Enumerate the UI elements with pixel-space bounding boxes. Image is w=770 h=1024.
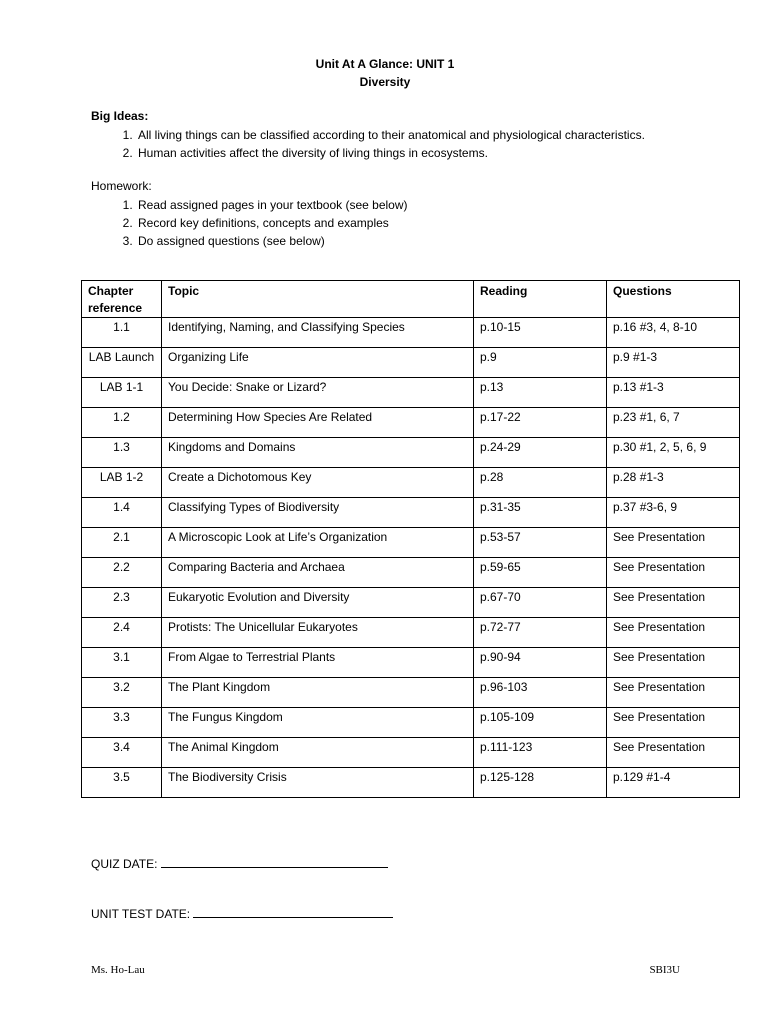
cell-questions: See Presentation (607, 648, 740, 678)
cell-topic: Kingdoms and Domains (162, 438, 474, 468)
table-row (82, 768, 740, 798)
cell-topic: Organizing Life (162, 348, 474, 378)
cell-chapter: LAB 1-1 (82, 378, 162, 408)
page-subtitle: Diversity (359, 75, 411, 89)
cell-topic: The Animal Kingdom (162, 738, 474, 768)
cell-questions: p.129 #1-4 (607, 768, 740, 798)
table-header-row (82, 281, 740, 318)
big-ideas-section (91, 108, 645, 162)
cell-topic: From Algae to Terrestrial Plants (162, 648, 474, 678)
footer-course-code: SBI3U (649, 964, 680, 976)
cell-reading: p.9 (474, 348, 607, 378)
homework-item: 3. Do assigned questions (see below) (136, 232, 408, 250)
cell-questions: See Presentation (607, 528, 740, 558)
cell-topic: Classifying Types of Biodiversity (162, 498, 474, 528)
table-row (82, 558, 740, 588)
table-row (82, 528, 740, 558)
unit-table (81, 280, 740, 798)
table-row (82, 438, 740, 468)
cell-topic: Determining How Species Are Related (162, 408, 474, 438)
cell-reading: p.10-15 (474, 318, 607, 348)
big-ideas-list (91, 126, 645, 162)
cell-topic: Comparing Bacteria and Archaea (162, 558, 474, 588)
cell-reading: p.67-70 (474, 588, 607, 618)
cell-topic: The Plant Kingdom (162, 678, 474, 708)
homework-item: 1. Read assigned pages in your textbook (see below) (136, 196, 408, 214)
cell-topic: The Biodiversity Crisis (162, 768, 474, 798)
cell-reading: p.17-22 (474, 408, 607, 438)
table-row (82, 498, 740, 528)
cell-chapter: 1.4 (82, 498, 162, 528)
cell-questions: p.23 #1, 6, 7 (607, 408, 740, 438)
homework-section (91, 178, 408, 250)
table-row (82, 348, 740, 378)
cell-chapter: 3.4 (82, 738, 162, 768)
cell-reading: p.90-94 (474, 648, 607, 678)
big-ideas-label: Big Ideas: (91, 109, 149, 123)
big-idea-item: 2. Human activities affect the diversity of living things in ecosystems. (136, 144, 645, 162)
table-body (82, 318, 740, 798)
cell-reading: p.24-29 (474, 438, 607, 468)
cell-questions: See Presentation (607, 558, 740, 588)
table-row (82, 468, 740, 498)
quiz-date-line (91, 857, 388, 871)
footer-teacher: Ms. Ho-Lau (91, 964, 145, 976)
cell-topic: You Decide: Snake or Lizard? (162, 378, 474, 408)
cell-topic: Eukaryotic Evolution and Diversity (162, 588, 474, 618)
header-topic: Topic (162, 281, 474, 318)
cell-reading: p.125-128 (474, 768, 607, 798)
cell-topic: Create a Dichotomous Key (162, 468, 474, 498)
cell-topic: A Microscopic Look at Life’s Organization (162, 528, 474, 558)
cell-questions: See Presentation (607, 588, 740, 618)
page-title: Unit At A Glance: UNIT 1 (315, 57, 455, 71)
cell-reading: p.96-103 (474, 678, 607, 708)
cell-reading: p.31-35 (474, 498, 607, 528)
cell-topic: Identifying, Naming, and Classifying Species (162, 318, 474, 348)
table-row (82, 738, 740, 768)
cell-questions: p.9 #1-3 (607, 348, 740, 378)
cell-reading: p.59-65 (474, 558, 607, 588)
cell-chapter: 1.3 (82, 438, 162, 468)
homework-item: 2. Record key definitions, concepts and examples (136, 214, 408, 232)
cell-questions: p.30 #1, 2, 5, 6, 9 (607, 438, 740, 468)
cell-reading: p.105-109 (474, 708, 607, 738)
cell-chapter: 3.5 (82, 768, 162, 798)
cell-reading: p.53-57 (474, 528, 607, 558)
cell-reading: p.13 (474, 378, 607, 408)
cell-questions: See Presentation (607, 678, 740, 708)
big-idea-item: 1. All living things can be classified according to their anatomical and physiological characteristics. (136, 126, 645, 144)
cell-chapter: 1.2 (82, 408, 162, 438)
table-row (82, 678, 740, 708)
cell-chapter: 3.1 (82, 648, 162, 678)
unit-test-date-blank[interactable] (193, 907, 393, 918)
table-row (82, 648, 740, 678)
table-row (82, 618, 740, 648)
cell-chapter: 1.1 (82, 318, 162, 348)
cell-questions: p.37 #3-6, 9 (607, 498, 740, 528)
cell-questions: p.28 #1-3 (607, 468, 740, 498)
cell-chapter: 2.2 (82, 558, 162, 588)
homework-list (91, 196, 408, 250)
cell-chapter: 2.1 (82, 528, 162, 558)
cell-chapter: 2.4 (82, 618, 162, 648)
table-row (82, 378, 740, 408)
cell-reading: p.28 (474, 468, 607, 498)
cell-questions: p.13 #1-3 (607, 378, 740, 408)
unit-test-date-line (91, 907, 393, 921)
header-reading: Reading (474, 281, 607, 318)
cell-chapter: 2.3 (82, 588, 162, 618)
cell-questions: p.16 #3, 4, 8-10 (607, 318, 740, 348)
quiz-date-label: QUIZ DATE: (91, 857, 158, 871)
table-row (82, 318, 740, 348)
cell-questions: See Presentation (607, 618, 740, 648)
quiz-date-blank[interactable] (161, 857, 388, 868)
cell-topic: Protists: The Unicellular Eukaryotes (162, 618, 474, 648)
table-row (82, 588, 740, 618)
header-questions: Questions (607, 281, 740, 318)
cell-reading: p.111-123 (474, 738, 607, 768)
cell-questions: See Presentation (607, 708, 740, 738)
cell-chapter: 3.2 (82, 678, 162, 708)
cell-questions: See Presentation (607, 738, 740, 768)
cell-chapter: LAB 1-2 (82, 468, 162, 498)
cell-topic: The Fungus Kingdom (162, 708, 474, 738)
table-row (82, 708, 740, 738)
cell-chapter: LAB Launch (82, 348, 162, 378)
cell-reading: p.72-77 (474, 618, 607, 648)
unit-test-date-label: UNIT TEST DATE: (91, 907, 191, 921)
homework-label: Homework: (91, 179, 152, 193)
cell-chapter: 3.3 (82, 708, 162, 738)
header-chapter-reference: Chapter reference (82, 281, 162, 318)
table-row (82, 408, 740, 438)
